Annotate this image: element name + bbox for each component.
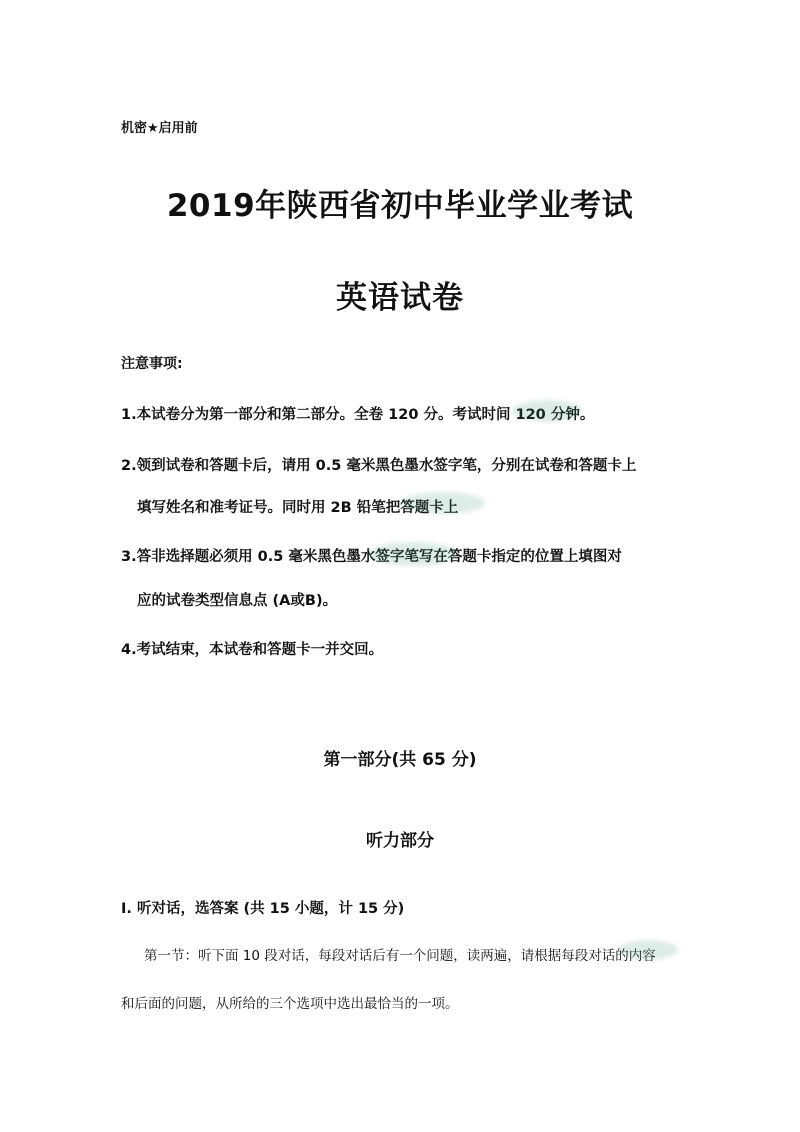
ink-smudge <box>400 492 485 514</box>
ink-smudge <box>618 940 678 960</box>
note-item-4: 4.考试结束，本试卷和答题卡一并交回。 <box>121 642 384 658</box>
notes-heading: 注意事项: <box>121 356 183 372</box>
ink-smudge <box>512 400 582 422</box>
note-item-3-continuation: 应的试卷类型信息点 (A或B)。 <box>137 593 338 609</box>
section-heading: I. 听对话，选答案 (共 15 小题，计 15 分) <box>121 901 405 917</box>
confidential-label: 机密★启用前 <box>121 121 198 136</box>
note-item-2-continuation: 填写姓名和准考证号。同时用 2B 铅笔把答题卡上 <box>137 500 459 516</box>
note-item-3: 3.答非选择题必须用 0.5 毫米黑色墨水签字笔写在答题卡指定的位置上填图对 <box>121 549 622 565</box>
listening-section-title: 听力部分 <box>366 831 434 851</box>
exam-title: 2019年陕西省初中毕业学业考试 <box>166 188 634 224</box>
note-item-1: 1.本试卷分为第一部分和第二部分。全卷 120 分。考试时间 120 分钟。 <box>121 407 595 423</box>
instructions-line-2: 和后面的问题，从所给的三个选项中选出最恰当的一项。 <box>121 996 459 1012</box>
part-one-title: 第一部分(共 65 分) <box>323 750 477 770</box>
ink-smudge <box>368 542 458 566</box>
note-item-2: 2.领到试卷和答题卡后，请用 0.5 毫米黑色墨水签字笔，分别在试卷和答题卡上 <box>121 458 637 474</box>
exam-subject-title: 英语试卷 <box>336 280 464 316</box>
instructions-line-1: 第一节：听下面 10 段对话，每段对话后有一个问题，读两遍，请根据每段对话的内容 <box>144 948 656 964</box>
